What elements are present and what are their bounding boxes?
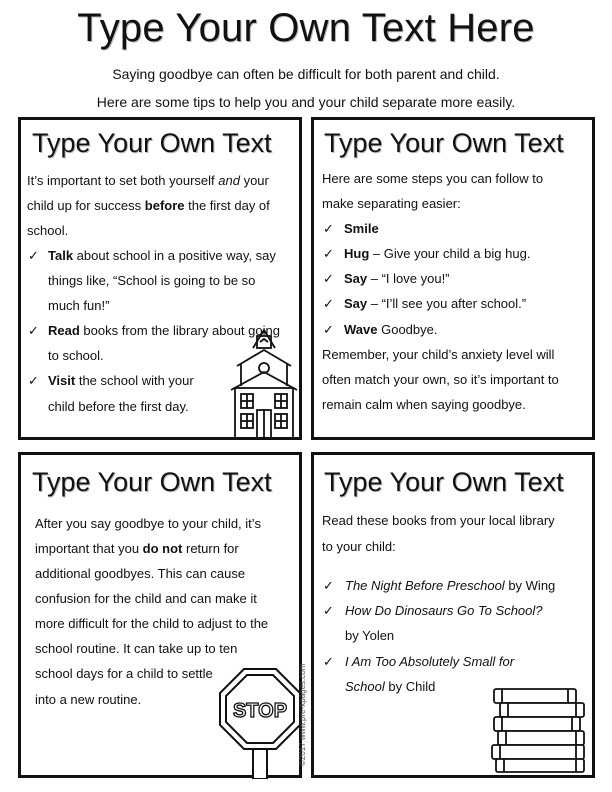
step-smile: Smile [344, 221, 379, 236]
text-line: by Yolen [345, 628, 395, 643]
text-line: remain calm when saying goodbye. [322, 397, 526, 412]
page-subtitle-2: Here are some tips to help you and your child separate more easily. [96, 94, 516, 110]
check-icon: ✓ [323, 654, 334, 669]
book-stack-icon [490, 685, 590, 775]
text-line: After you say goodbye to your child, it’s [35, 516, 261, 531]
check-icon: ✓ [323, 603, 334, 618]
text-line: school routine. It can take up to ten [35, 641, 238, 656]
text-line: child before the first day. [48, 399, 189, 414]
panel-bottom-right [311, 452, 595, 778]
text-line: School by Child [345, 679, 436, 694]
page-subtitle-1: Saying goodbye can often be difficult for both parent and child. [112, 66, 500, 82]
check-icon: ✓ [323, 322, 334, 337]
bullet-read: Read books from the library about going [48, 323, 280, 338]
panel-top-left [18, 117, 302, 440]
panel-bottom-left [18, 452, 302, 778]
check-icon: ✓ [323, 271, 334, 286]
stop-sign-icon [218, 667, 302, 779]
bullet-visit: Visit the school with your [48, 373, 194, 388]
step-hug: Hug – Give your child a big hug. [344, 246, 531, 261]
text-line: Here are some steps you can follow to [322, 171, 544, 186]
bullet-talk: Talk about school in a positive way, say [48, 248, 276, 263]
check-icon: ✓ [323, 296, 334, 311]
panel-heading: Type Your Own Text [32, 467, 272, 497]
text-line: school. [27, 223, 69, 238]
page-title: Type Your Own Text Here [77, 6, 535, 50]
text-line: It’s important to set both yourself and your [27, 173, 269, 188]
text-line: school days for a child to settle [35, 666, 213, 681]
panel-top-right [311, 117, 595, 440]
text-line: additional goodbyes. This can cause [35, 566, 246, 581]
text-line: things like, “School is going to be so [48, 273, 256, 288]
text-line: child up for success before the first day of [27, 198, 270, 213]
panel-heading: Type Your Own Text [324, 467, 564, 497]
text-line: to school. [48, 348, 104, 363]
book-3: I Am Too Absolutely Small for [345, 654, 515, 669]
panel-heading: Type Your Own Text [324, 128, 564, 158]
text-line: confusion for the child and can make it [35, 591, 257, 606]
check-icon: ✓ [28, 323, 39, 338]
copyright-text: ©2017 www.pre-kpages.com [298, 663, 307, 766]
text-line: to your child: [322, 539, 396, 554]
step-say-love: Say – “I love you!” [344, 271, 450, 286]
stop-sign-label: STOP [232, 700, 288, 722]
text-line: important that you do not return for [35, 541, 239, 556]
panel-heading: Type Your Own Text [32, 128, 272, 158]
check-icon: ✓ [28, 373, 39, 388]
text-line: make separating easier: [322, 196, 461, 211]
check-icon: ✓ [323, 578, 334, 593]
text-line: into a new routine. [35, 692, 142, 707]
text-line: often match your own, so it’s important to [322, 372, 559, 387]
book-2: How Do Dinosaurs Go To School? [345, 603, 543, 618]
check-icon: ✓ [323, 246, 334, 261]
text-line: more difficult for the child to adjust to the [35, 616, 269, 631]
step-wave: Wave Goodbye. [344, 322, 438, 337]
step-say-see-you: Say – “I’ll see you after school.” [344, 296, 527, 311]
text-line: Read these books from your local library [322, 513, 555, 528]
book-1: The Night Before Preschool by Wing [345, 578, 556, 593]
check-icon: ✓ [323, 221, 334, 236]
schoolhouse-icon [229, 328, 299, 440]
check-icon: ✓ [28, 248, 39, 263]
text-line: Remember, your child’s anxiety level will [322, 347, 555, 362]
text-line: much fun!” [48, 298, 110, 313]
